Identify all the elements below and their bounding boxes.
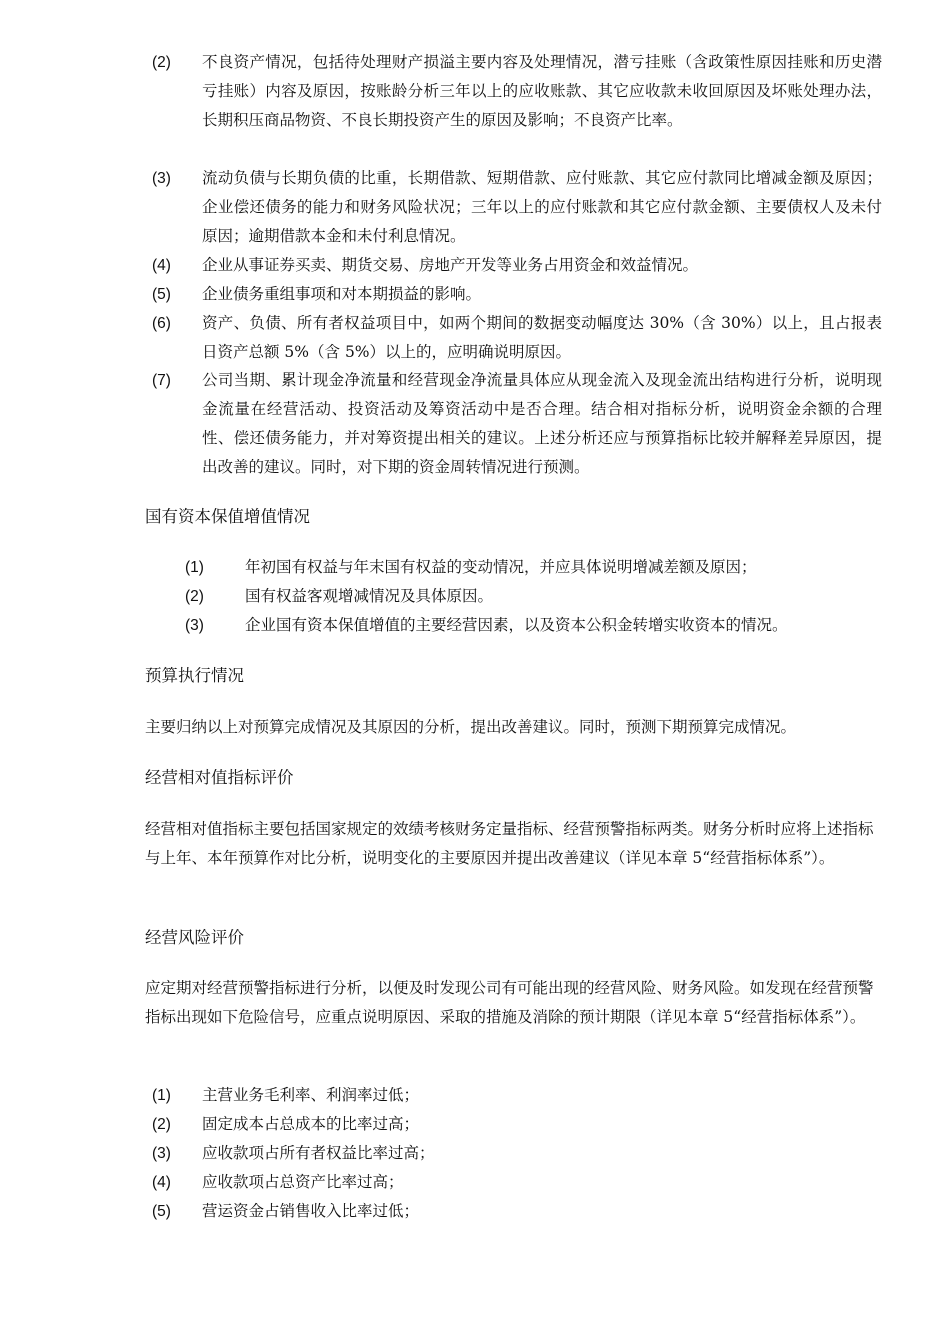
section-heading: 预算执行情况 bbox=[145, 666, 244, 685]
list-item-text: 企业从事证券买卖、期货交易、房地产开发等业务占用资金和效益情况。 bbox=[202, 256, 699, 274]
list-item-number: (1) bbox=[185, 559, 204, 576]
list-item bbox=[152, 280, 882, 309]
list-item bbox=[185, 553, 885, 582]
list-item bbox=[152, 366, 882, 482]
list-item-number: (7) bbox=[152, 372, 171, 389]
list-item-text: 流动负债与长期负债的比重，长期借款、短期借款、应付账款、其它应付款同比增减金额及原因；企业偿还债务的能力和财务风险状况；三年以上的应付账款和其它应付款金额、主要债权人及未付原因；逾期借款本金和未付利息情况。 bbox=[202, 169, 882, 245]
list-item bbox=[152, 1081, 882, 1110]
list-item bbox=[152, 1110, 882, 1139]
list-item-number: (3) bbox=[152, 1145, 171, 1162]
list-item-number: (2) bbox=[152, 54, 171, 71]
list-item-text: 企业债务重组事项和对本期损益的影响。 bbox=[202, 285, 482, 303]
list-item-number: (3) bbox=[185, 617, 204, 634]
list-item bbox=[152, 309, 882, 367]
paragraph: 经营相对值指标主要包括国家规定的效绩考核财务定量指标、经营预警指标两类。财务分析时应将上述指标与上年、本年预算作对比分析，说明变化的主要原因并提出改善建议（详见本章 5“经营指标体系”）。 bbox=[145, 820, 874, 867]
list-item-text: 主营业务毛利率、利润率过低； bbox=[202, 1086, 420, 1104]
list-item-number: (6) bbox=[152, 315, 171, 332]
list-item-text: 固定成本占总成本的比率过高； bbox=[202, 1115, 420, 1133]
list-item bbox=[152, 1168, 882, 1197]
list-item-number: (5) bbox=[152, 286, 171, 303]
list-item-number: (3) bbox=[152, 170, 171, 187]
list-item-number: (4) bbox=[152, 1174, 171, 1191]
list-item-number: (5) bbox=[152, 1203, 171, 1220]
list-item bbox=[152, 1197, 882, 1226]
list-item bbox=[185, 582, 885, 611]
list-item-text: 应收款项占总资产比率过高； bbox=[202, 1173, 404, 1191]
list-item-number: (4) bbox=[152, 257, 171, 274]
list-item-text: 企业国有资本保值增值的主要经营因素，以及资本公积金转增实收资本的情况。 bbox=[245, 616, 788, 634]
list-item-text: 年初国有权益与年末国有权益的变动情况，并应具体说明增减差额及原因； bbox=[245, 558, 757, 576]
list-item-number: (2) bbox=[152, 1116, 171, 1133]
list-item-text: 公司当期、累计现金净流量和经营现金净流量具体应从现金流入及现金流出结构进行分析，说明现金流量在经营活动、投资活动及筹资活动中是否合理。结合相对指标分析，说明资金余额的合理性、偿还债务能力，并对筹资提出相关的建议。上述分析还应与预算指标比较并解释差异原因，提出改善的建议。同时，对下期的资金周转情况进行预测。 bbox=[202, 371, 882, 476]
section-heading: 经营相对值指标评价 bbox=[145, 768, 294, 787]
list-item bbox=[152, 1139, 882, 1168]
section-heading: 国有资本保值增值情况 bbox=[145, 507, 310, 526]
paragraph: 主要归纳以上对预算完成情况及其原因的分析，提出改善建议。同时，预测下期预算完成情况。 bbox=[145, 718, 797, 736]
list-item-text: 不良资产情况，包括待处理财产损溢主要内容及处理情况，潜亏挂账（含政策性原因挂账和历史潜亏挂账）内容及原因，按账龄分析三年以上的应收账款、其它应收款未收回原因及坏账处理办法，长期积压商品物资、不良长期投资产生的原因及影响；不良资产比率。 bbox=[202, 53, 882, 129]
list-item bbox=[152, 48, 882, 135]
list-item-number: (2) bbox=[185, 588, 204, 605]
list-item bbox=[152, 251, 882, 280]
list-item-text: 营运资金占销售收入比率过低； bbox=[202, 1202, 420, 1220]
list-item bbox=[185, 611, 885, 640]
section-heading: 经营风险评价 bbox=[145, 928, 244, 947]
list-item-text: 国有权益客观增减情况及具体原因。 bbox=[245, 587, 494, 605]
list-item-text: 应收款项占所有者权益比率过高； bbox=[202, 1144, 435, 1162]
list-item-text: 资产、负债、所有者权益项目中，如两个期间的数据变动幅度达 30%（含 30%）以上，且占报表日资产总额 5%（含 5%）以上的，应明确说明原因。 bbox=[202, 314, 882, 361]
list-item-number: (1) bbox=[152, 1087, 171, 1104]
paragraph: 应定期对经营预警指标进行分析，以便及时发现公司有可能出现的经营风险、财务风险。如发现在经营预警指标出现如下危险信号，应重点说明原因、采取的措施及消除的预计期限（详见本章 5“经营指标体系”）。 bbox=[145, 979, 874, 1026]
list-item bbox=[152, 164, 882, 251]
